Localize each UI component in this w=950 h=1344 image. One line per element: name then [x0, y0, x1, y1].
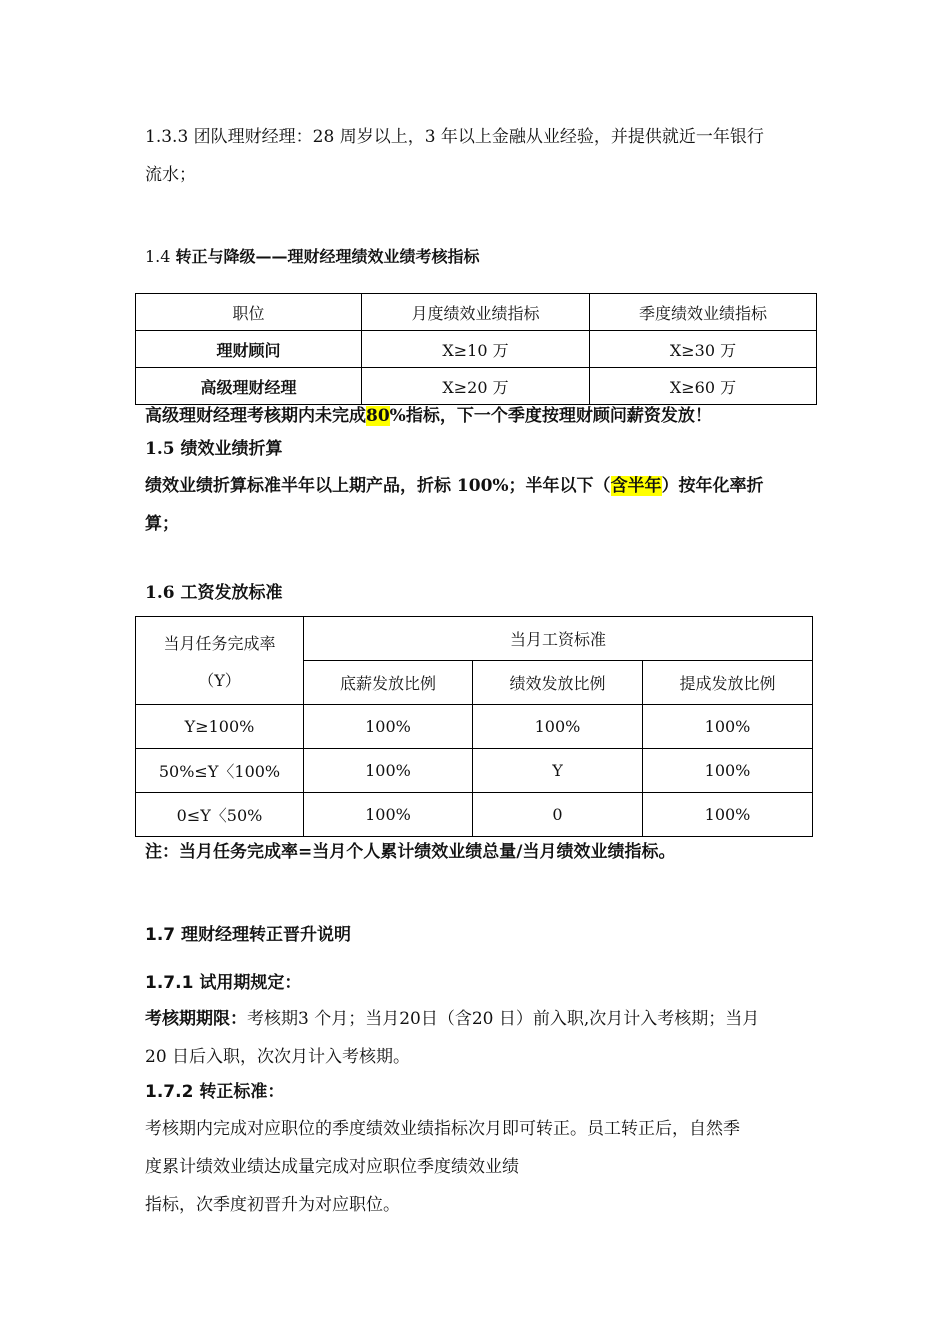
- section-1-5-heading: 1.5 绩效业绩折算: [145, 439, 283, 459]
- section-1-7-2-heading: [145, 1073, 825, 1111]
- section-1-3-3-line1: 1.3.3 团队理财经理：28 周岁以上，3 年以上金融从业经验，并提供就近一年银行: [145, 127, 764, 147]
- section-1-4-heading: [145, 238, 825, 276]
- commission-ratio-cell: 100%: [643, 705, 813, 749]
- section-1-5-line2: 算；: [145, 514, 179, 534]
- downgrade-note-highlight: 80: [366, 406, 390, 426]
- section-1-7-heading: 1.7 理财经理转正晋升说明: [145, 925, 352, 945]
- section-1-6-heading: 1.6 工资发放标准: [145, 583, 283, 603]
- header-position: 职位: [136, 294, 362, 331]
- section-1-7-1-number: 1.7.1: [145, 973, 194, 993]
- monthly-index-cell: X≥20 万: [362, 368, 590, 405]
- header-monthly-index: 月度绩效业绩指标: [362, 294, 590, 331]
- section-1-4-title-rest: 绩效业绩考核指标: [351, 247, 480, 266]
- header-completion-rate-line2: （Y）: [198, 670, 241, 690]
- section-1-7-1-title: 试用期规定：: [193, 973, 302, 993]
- section-1-3-3-line2: 流水；: [145, 165, 196, 185]
- table-row: [136, 705, 813, 749]
- section-1-7-2-line2: 度累计绩效业绩达成量完成对应职位季度绩效业绩: [145, 1157, 519, 1177]
- completion-rate-cell: Y≥100%: [136, 705, 304, 749]
- base-ratio-cell: 100%: [304, 793, 473, 837]
- downgrade-note: [145, 398, 825, 434]
- quarterly-index-cell: X≥30 万: [590, 331, 817, 368]
- header-performance-ratio: 绩效发放比例: [473, 661, 643, 705]
- commission-ratio-cell: 100%: [643, 793, 813, 837]
- header-salary-standard: 当月工资标准: [304, 617, 813, 661]
- performance-ratio-cell: 100%: [473, 705, 643, 749]
- section-1-7-2-number: 1.7.2: [145, 1082, 194, 1102]
- section-1-5-body: [145, 467, 825, 543]
- performance-ratio-cell: Y: [473, 749, 643, 793]
- table-row: [136, 793, 813, 837]
- performance-index-table: [135, 293, 817, 405]
- base-ratio-cell: 100%: [304, 749, 473, 793]
- downgrade-note-after: %指标，下一个季度按理财顾问薪资发放！: [389, 406, 712, 426]
- section-1-7-1-body: [145, 1000, 825, 1076]
- base-ratio-cell: 100%: [304, 705, 473, 749]
- commission-ratio-cell: 100%: [643, 749, 813, 793]
- position-cell: 高级理财经理: [136, 368, 362, 405]
- section-1-5-line1-after: ）按年化率折: [661, 476, 764, 496]
- completion-rate-cell: 0≤Y〈50%: [136, 793, 304, 837]
- completion-rate-note: 注：当月任务完成率=当月个人累计绩效业绩总量/当月绩效业绩指标。: [145, 842, 676, 862]
- section-1-7-1-heading: [145, 964, 825, 1002]
- table-row: [136, 749, 813, 793]
- header-quarterly-index: 季度绩效业绩指标: [590, 294, 817, 331]
- section-1-7-1-line1: 考核期3 个月；当月20日（含20 日）前入职,次月计入考核期；当月: [247, 1009, 760, 1029]
- header-completion-rate-line1: 当月任务完成率: [163, 633, 276, 653]
- section-1-7-1-line2: 20 日后入职，次次月计入考核期。: [145, 1047, 411, 1067]
- section-1-3-3: [145, 118, 825, 194]
- completion-rate-cell: 50%≤Y〈100%: [136, 749, 304, 793]
- header-commission-ratio: 提成发放比例: [643, 661, 813, 705]
- header-base-ratio: 底薪发放比例: [304, 661, 473, 705]
- salary-standard-table: [135, 616, 813, 837]
- section-1-7-2-body: [145, 1110, 825, 1224]
- position-cell: 理财顾问: [136, 331, 362, 368]
- header-completion-rate: [136, 617, 304, 705]
- downgrade-note-before: 高级理财经理考核期内未完成: [145, 406, 366, 426]
- section-1-7-2-line1: 考核期内完成对应职位的季度绩效业绩指标次月即可转正。员工转正后，自然季: [145, 1119, 740, 1139]
- table-header-row: [136, 617, 813, 661]
- table-header-row: [136, 294, 817, 331]
- performance-ratio-cell: 0: [473, 793, 643, 837]
- section-1-4-title: 转正与降级——理财经理: [175, 247, 352, 266]
- table-row: [136, 331, 817, 368]
- section-1-4-number: 1.4: [145, 247, 176, 266]
- section-1-7-2-title: 转正标准：: [193, 1082, 285, 1102]
- section-1-5-line1-before: 绩效业绩折算标准半年以上期产品，折标 100%；半年以下（: [145, 476, 611, 496]
- probation-period-label: 考核期期限：: [145, 1009, 247, 1029]
- quarterly-index-cell: X≥60 万: [590, 368, 817, 405]
- monthly-index-cell: X≥10 万: [362, 331, 590, 368]
- section-1-7-2-line3: 指标，次季度初晋升为对应职位。: [145, 1195, 400, 1215]
- section-1-5-highlight: 含半年: [610, 476, 662, 496]
